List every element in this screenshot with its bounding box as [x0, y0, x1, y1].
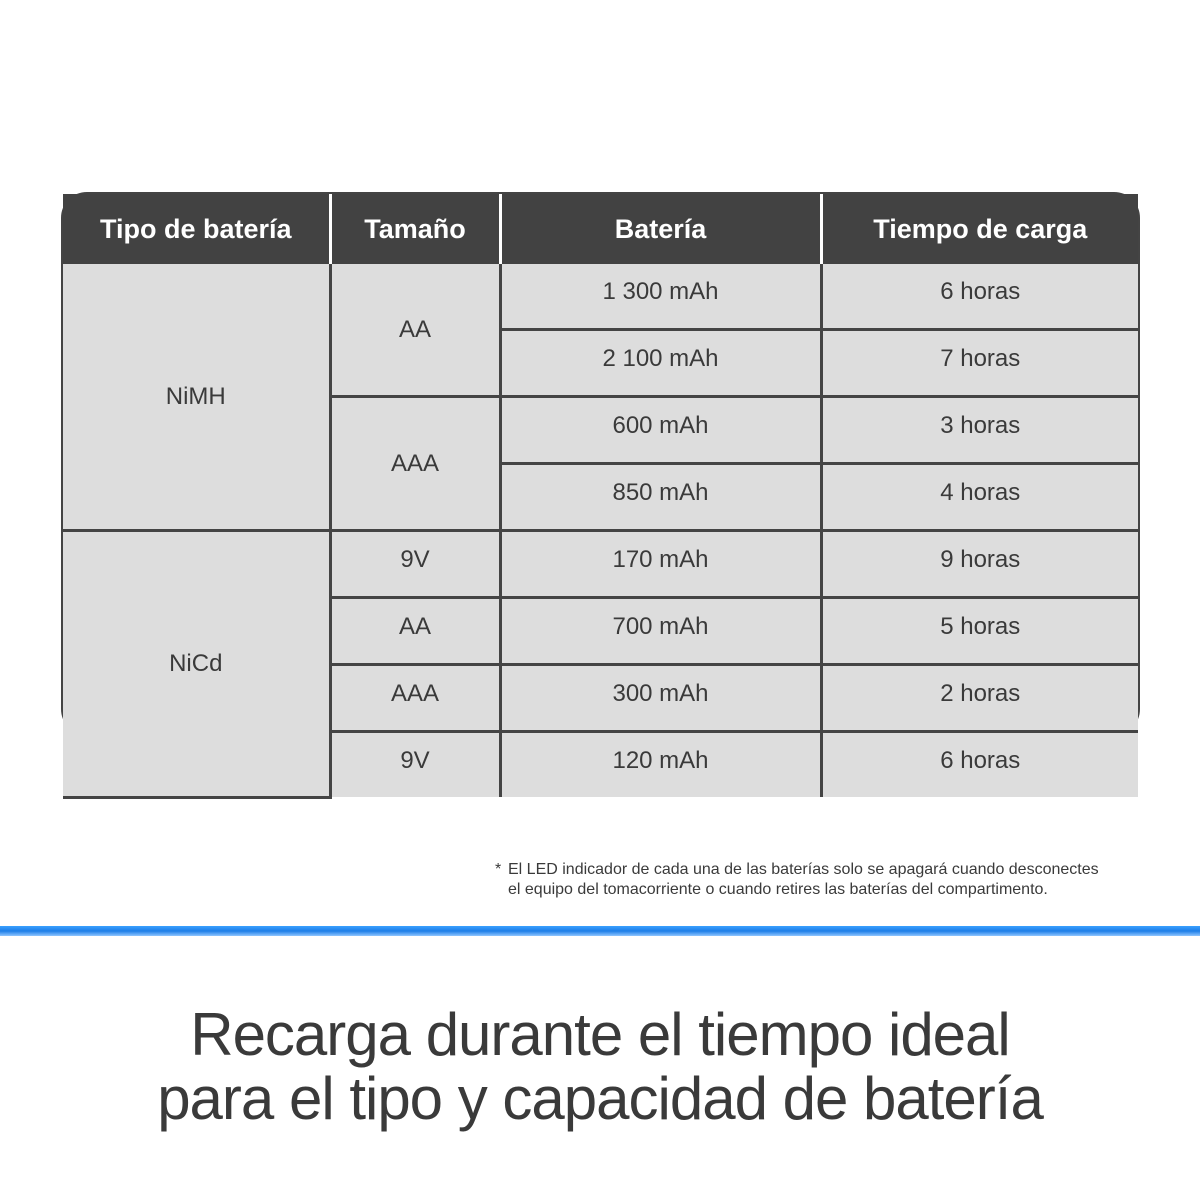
battery-cell: 2 100 mAh	[500, 330, 821, 397]
blue-divider	[0, 926, 1200, 936]
charge-time-cell: 5 horas	[821, 598, 1138, 665]
battery-cell: 850 mAh	[500, 464, 821, 531]
size-cell: AAA	[330, 665, 500, 732]
charge-time-cell: 3 horas	[821, 397, 1138, 464]
size-cell: 9V	[330, 732, 500, 798]
battery-cell: 170 mAh	[500, 531, 821, 598]
header-battery-type: Tipo de batería	[63, 194, 330, 264]
headline	[0, 1003, 1200, 1131]
header-charge-time: Tiempo de carga	[821, 194, 1138, 264]
headline-line-2: para el tipo y capacidad de batería	[157, 1065, 1043, 1132]
type-cell-nimh: NiMH	[63, 264, 330, 531]
charge-time-cell: 9 horas	[821, 531, 1138, 598]
size-cell: AA	[330, 264, 500, 397]
battery-charge-table	[61, 192, 1140, 774]
footnote-line-1: El LED indicador de cada una de las baterías solo se apagará cuando desconectes	[508, 861, 1099, 878]
table-header-row	[63, 194, 1138, 264]
battery-cell: 120 mAh	[500, 732, 821, 798]
header-battery: Batería	[500, 194, 821, 264]
charge-time-cell: 6 horas	[821, 732, 1138, 798]
battery-cell: 600 mAh	[500, 397, 821, 464]
footnote	[495, 860, 1155, 900]
type-cell-nicd: NiCd	[63, 531, 330, 798]
battery-cell: 700 mAh	[500, 598, 821, 665]
footnote-marker: *	[495, 861, 502, 878]
headline-line-1: Recarga durante el tiempo ideal	[190, 1001, 1010, 1068]
charge-time-cell: 2 horas	[821, 665, 1138, 732]
charge-time-cell: 7 horas	[821, 330, 1138, 397]
charge-time-cell: 4 horas	[821, 464, 1138, 531]
table-row	[63, 264, 1138, 330]
footnote-line-2: el equipo del tomacorriente o cuando retires las baterías del compartimento.	[508, 881, 1048, 898]
charge-time-cell: 6 horas	[821, 264, 1138, 330]
size-cell: 9V	[330, 531, 500, 598]
size-cell: AAA	[330, 397, 500, 531]
table-row	[63, 531, 1138, 598]
battery-cell: 300 mAh	[500, 665, 821, 732]
battery-cell: 1 300 mAh	[500, 264, 821, 330]
header-size: Tamaño	[330, 194, 500, 264]
size-cell: AA	[330, 598, 500, 665]
charge-time-table	[63, 194, 1138, 799]
